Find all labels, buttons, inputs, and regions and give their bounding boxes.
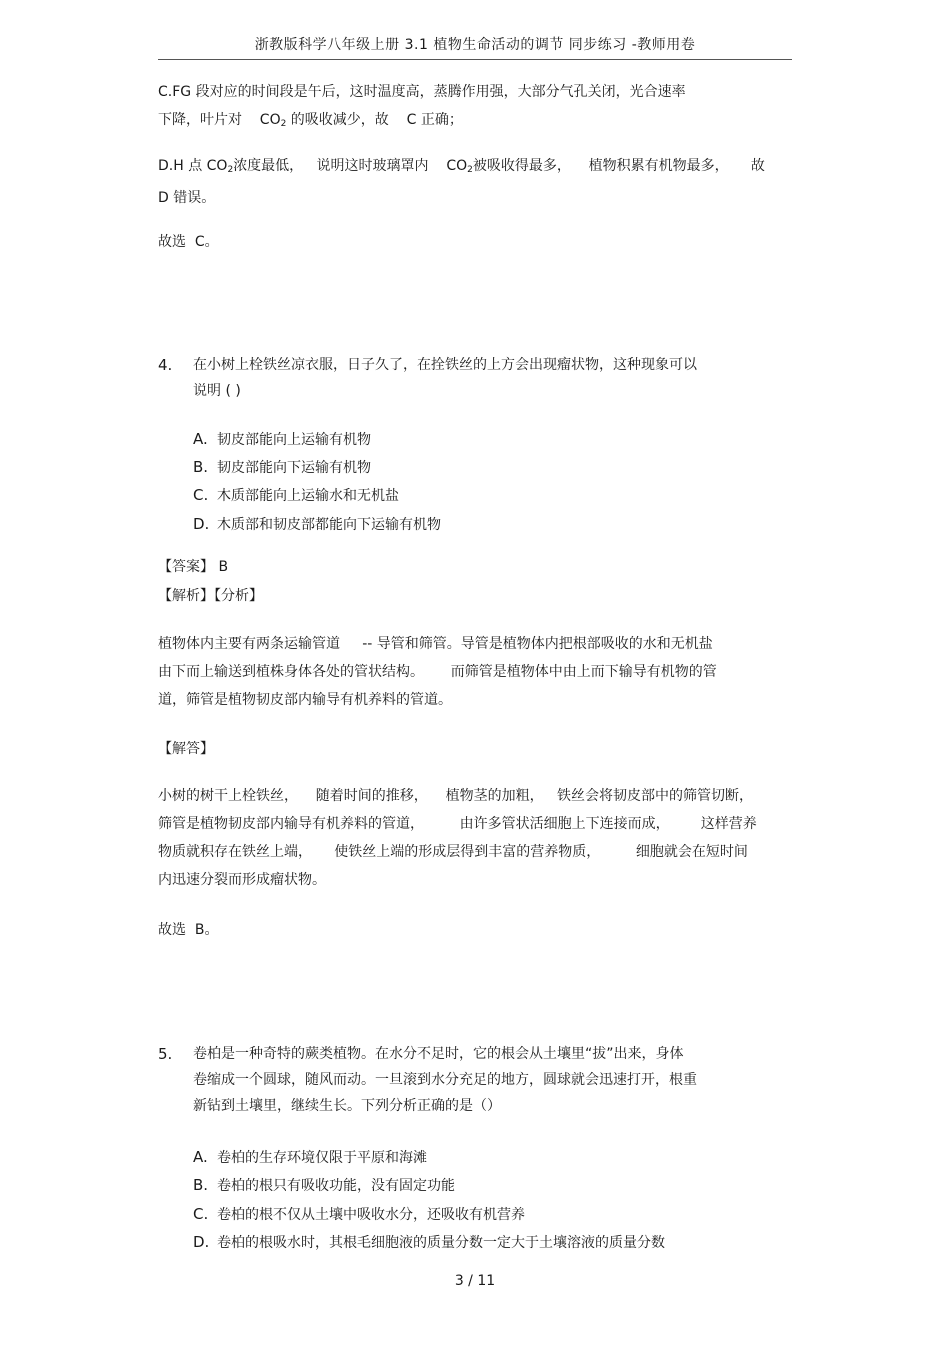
prev-d-line1-sub: 2 — [227, 165, 234, 175]
option-letter: C. — [193, 486, 209, 504]
option-text: 卷柏的根吸水时，其根毛细胞液的质量分数一定大于土壤溶液的质量分数 — [217, 1235, 665, 1251]
question-5-stem-line2: 卷缩成一个圆球，随风而动。一旦滚到水分充足的地方，圆球就会迅速打开，根重 — [193, 1072, 697, 1088]
question-4-number: 4. — [158, 356, 173, 374]
prev-choice — [158, 228, 798, 256]
option-letter: B. — [193, 458, 209, 476]
prev-d-line1 — [158, 152, 798, 184]
question-5-option-a — [193, 1147, 427, 1168]
option-text: 卷柏的根只有吸收功能，没有固定功能 — [217, 1178, 455, 1194]
question-4-stem-line1: 在小树上栓铁丝凉衣服，日子久了，在拴铁丝的上方会出现瘤状物，这种现象可以 — [193, 357, 697, 373]
prev-d-line1-a: D.H 点 CO — [158, 158, 228, 174]
page-number: 3 / 11 — [454, 1273, 496, 1289]
question-5-option-c — [193, 1204, 525, 1225]
prev-c-line1: C.FG 段对应的时间段是午后，这时温度高，蒸腾作用强，大部分气孔关闭，光合速率 — [158, 84, 686, 100]
option-letter: B. — [193, 1176, 209, 1194]
option-text: 卷柏的根不仅从土壤中吸收水分，还吸收有机营养 — [217, 1207, 525, 1223]
question-4-solution-label — [158, 735, 798, 763]
prev-choice-text: 故选 C。 — [158, 234, 219, 250]
solution-line2: 筛管是植物韧皮部内输导有机养料的管道， 由许多管状活细胞上下连接而成， 这样营养 — [158, 816, 757, 832]
analysis-label: 【解析】【分析】 — [158, 588, 263, 604]
prev-d-line1-sub2: 2 — [467, 165, 473, 175]
question-4-stem-line2: 说明 ( ) — [193, 383, 241, 399]
header-rule — [158, 59, 792, 60]
question-4-option-c — [193, 485, 399, 506]
option-letter: D. — [193, 1233, 210, 1251]
question-4-option-a — [193, 429, 371, 450]
option-letter: D. — [193, 515, 210, 533]
prev-option-c-explanation — [158, 78, 798, 138]
question-5-number: 5. — [158, 1045, 173, 1063]
question-4-answer-block — [158, 553, 798, 611]
prev-c-line2-b: 的吸收减少，故 C 正确； — [286, 112, 463, 128]
option-text: 木质部能向上运输水和无机盐 — [217, 488, 399, 504]
prev-c-line2 — [158, 106, 798, 138]
question-4-option-b — [193, 457, 371, 478]
option-text: 卷柏的生存环境仅限于平原和海滩 — [217, 1150, 427, 1166]
prev-c-line2-a: 下降，叶片对 CO — [158, 112, 281, 128]
option-text: 韧皮部能向上运输有机物 — [217, 432, 371, 448]
solution-label: 【解答】 — [158, 741, 214, 757]
prev-c-line2-sub: 2 — [280, 119, 287, 129]
analysis-line1: 植物体内主要有两条运输管道 -- 导管和筛管。导管是植物体内把根部吸收的水和无机盐 — [158, 636, 713, 652]
option-letter: C. — [193, 1205, 209, 1223]
answer-label: 【答案】 B — [158, 559, 229, 575]
question-5-option-b — [193, 1175, 455, 1196]
option-letter: A. — [193, 430, 208, 448]
solution-line4: 内迅速分裂而形成瘤状物。 — [158, 872, 326, 888]
question-5-stem-line1: 卷柏是一种奇特的蕨类植物。在水分不足时，它的根会从土壤里“拔”出来，身体 — [193, 1046, 684, 1062]
option-text: 韧皮部能向下运输有机物 — [217, 460, 371, 476]
solution-line3: 物质就积存在铁丝上端， 使铁丝上端的形成层得到丰富的营养物质， 细胞就会在短时间 — [158, 844, 748, 860]
prev-d-line2: D 错误。 — [158, 190, 216, 206]
question-5-stem-line3: 新钻到土壤里，继续生长。下列分析正确的是（） — [193, 1098, 501, 1114]
analysis-line3: 道，筛管是植物韧皮部内输导有机养料的管道。 — [158, 692, 452, 708]
solution-line1: 小树的树干上栓铁丝， 随着时间的推移， 植物茎的加粗， 铁丝会将韧皮部中的筛管切断， — [158, 788, 753, 804]
option-text: 木质部和韧皮部都能向下运输有机物 — [217, 517, 441, 533]
question-5-stem — [193, 1041, 753, 1119]
question-4-solution — [158, 782, 798, 894]
prev-d-line1-b: 浓度最低， 说明这时玻璃罩内 CO — [233, 158, 468, 174]
analysis-line2: 由下而上输送到植株身体各处的管状结构。 而筛管是植物体中由上而下输导有机物的管 — [158, 664, 717, 680]
question-4-option-d — [193, 514, 441, 535]
question-4-choice — [158, 916, 798, 944]
question-5-option-d — [193, 1232, 665, 1253]
prev-option-d-explanation — [158, 152, 798, 212]
question-4-choice-text: 故选 B。 — [158, 922, 219, 938]
question-4-analysis — [158, 630, 798, 714]
option-letter: A. — [193, 1148, 208, 1166]
page-header: 浙教版科学八年级上册 3.1 植物生命活动的调节 同步练习 -教师用卷 — [254, 37, 696, 53]
prev-d-line1-c: 被吸收得最多， 植物积累有机物最多， 故 — [472, 158, 765, 174]
question-4-stem — [193, 352, 753, 404]
